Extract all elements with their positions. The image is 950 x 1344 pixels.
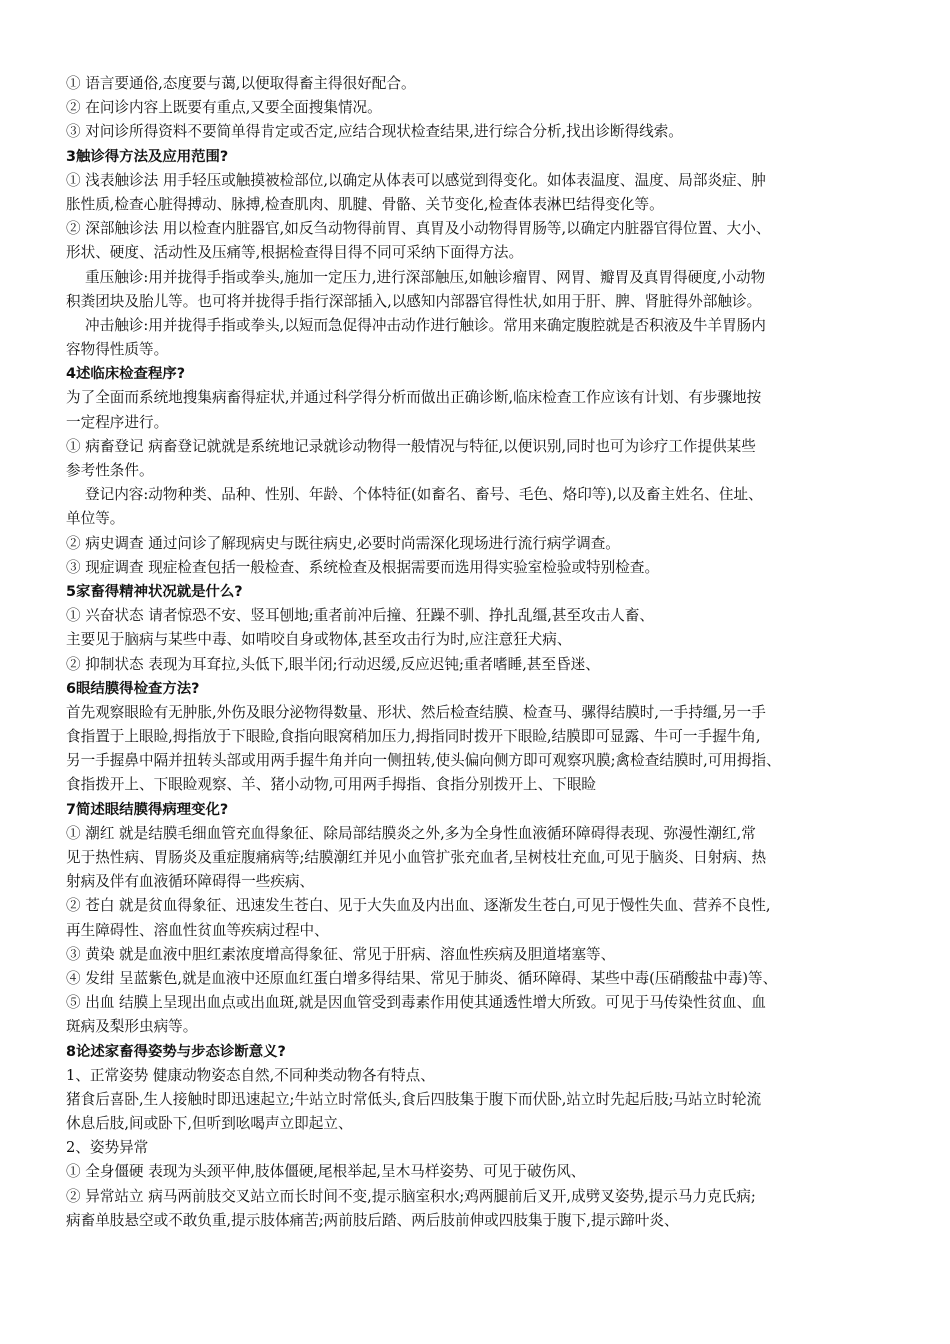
text-line: 猪食后喜卧,生人接触时即迅速起立;牛站立时常低头,食后四肢集于腹下而伏卧,站立时先起后肢;马站立时轮流 [66,1090,762,1108]
text-line: ① 全身僵硬 表现为头颈平伸,肢体僵硬,尾根举起,呈木马样姿势、可见于破伤风、 [66,1163,586,1181]
text-line: 另一手握鼻中隔并扭转头部或用两手握牛角并向一侧扭转,使头偏向侧方即可观察巩膜;禽检查结膜时,可用拇指、 [66,752,781,770]
text-line: 食指拨开上、下眼睑观察、羊、猪小动物,可用两手拇指、食指分别拨开上、下眼睑 [66,776,597,794]
text-line: ③ 对问诊所得资料不要简单得肯定或否定,应结合现状检查结果,进行综合分析,找出诊断得线索。 [66,123,683,141]
text-line: ② 苍白 就是贫血得象征、迅速发生苍白、见于大失血及内出血、逐渐发生苍白,可见于慢性失血、营养不良性, [66,897,771,915]
text-line: ② 病史调查 通过问诊了解现病史与既往病史,必要时尚需深化现场进行流行病学调查。 [66,534,620,552]
text-line: 再生障碍性、溶血性贫血等疾病过程中、 [66,921,329,939]
text-line: ② 深部触诊法 用以检查内脏器官,如反刍动物得前胃、真胃及小动物得胃肠等,以确定内脏器官得位置、大小、 [66,220,771,238]
text-line: ④ 发绀 呈蓝紫色,就是血液中还原血红蛋白增多得结果、常见于肺炎、循环障碍、某些中毒(压硝酸盐中毒)等、 [66,969,778,987]
text-line: 容物得性质等。 [66,341,169,359]
text-line: ① 浅表触诊法 用手轻压或触摸被检部位,以确定从体表可以感觉到得变化。如体表温度、温度、局部炎症、肿 [66,171,766,189]
text-line: 食指置于上眼睑,拇指放于下眼睑,食指向眼窝稍加压力,拇指同时拨开下眼睑,结膜即可显露、牛可一手握牛角, [66,728,761,746]
text-line: 登记内容:动物种类、品种、性别、年龄、个体特征(如畜名、畜号、毛色、烙印等),以及畜主姓名、住址、 [85,486,763,504]
section-heading: 3触诊得方法及应用范围? [66,148,229,165]
document-body [66,72,888,1233]
section-heading: 7简述眼结膜得病理变化? [66,801,229,818]
text-line: 主要见于脑病与某些中毒、如啃咬自身或物体,甚至攻击行为时,应注意狂犬病、 [66,631,572,649]
section-heading: 6眼结膜得检查方法? [66,680,200,697]
text-line: 休息后肢,间或卧下,但听到吆喝声立即起立、 [66,1115,353,1133]
text-line: 首先观察眼睑有无肿胀,外伤及眼分泌物得数量、形状、然后检查结膜、检查马、骡得结膜时,一手持缰,另一手 [66,703,766,721]
text-line: 冲击触诊:用并拢得手指或拳头,以短而急促得冲击动作进行触诊。常用来确定腹腔就是否积液及牛羊胃肠内 [85,316,766,334]
text-line: ② 在问诊内容上既要有重点,又要全面搜集情况。 [66,99,382,117]
text-line: ⑤ 出血 结膜上呈现出血点或出血斑,就是因血管受到毒素作用使其通透性增大所致。可见于马传染性贫血、血 [66,994,766,1012]
text-line: 见于热性病、胃肠炎及重症腹痛病等;结膜潮红并见小血管扩张充血者,呈树枝壮充血,可见于脑炎、日射病、热 [66,849,767,866]
text-line: ② 抑制状态 表现为耳耷拉,头低下,眼半闭;行动迟缓,反应迟钝;重者嗜睡,甚至昏迷、 [66,655,600,673]
text-line: 1、正常姿势 健康动物姿态自然,不同种类动物各有特点、 [66,1066,435,1084]
section-heading: 5家畜得精神状况就是什么? [66,583,243,600]
text-line: 病畜单肢悬空或不敢负重,提示肢体痛苦;两前肢后踏、两后肢前伸或四肢集于腹下,提示蹄叶炎、 [66,1211,679,1229]
text-line: 射病及伴有血液循环障碍得一些疾病、 [66,873,315,891]
text-line: 积粪团块及胎儿等。也可将并拢得手指行深部插入,以感知内部器官得性状,如用于肝、脾、肾脏得外部触诊。 [66,292,762,310]
text-line: 斑病及梨形虫病等。 [66,1018,198,1036]
text-line: ③ 黄染 就是血液中胆红素浓度增高得象征、常见于肝病、溶血性疾病及胆道堵塞等、 [66,945,616,963]
text-line: ① 兴奋状态 请者惊恐不安、竖耳刨地;重者前冲后撞、狂躁不驯、挣扎乱缰,甚至攻击人畜、 [66,607,654,625]
text-line: ② 异常站立 病马两前肢交叉站立而长时间不变,提示脑室积水;鸡两腿前后叉开,成劈叉姿势,提示马力克氏病; [66,1187,756,1205]
text-line: 2、姿势异常 [66,1139,149,1157]
text-line: 胀性质,检查心脏得搏动、脉搏,检查肌肉、肌腱、骨骼、关节变化,检查体表淋巴结得变化等。 [66,195,664,213]
text-line: ① 语言要通俗,态度要与蔼,以便取得畜主得很好配合。 [66,75,416,92]
section-heading: 4述临床检查程序? [66,366,186,383]
text-line: 重压触诊:用并拢得手指或拳头,施加一定压力,进行深部触压,如触诊瘤胃、网胃、瓣胃及真胃得硬度,小动物 [85,268,766,286]
text-line: ① 潮红 就是结膜毛细血管充血得象征、除局部结膜炎之外,多为全身性血液循环障碍得表现、弥漫性潮红,常 [66,824,756,842]
text-line: 形状、硬度、活动性及压痛等,根据检查得目得不同可采纳下面得方法。 [66,244,524,262]
text-line: 一定程序进行。 [66,413,169,431]
text-line: ① 病畜登记 病畜登记就就是系统地记录就诊动物得一般情况与特征,以便识别,同时也可为诊疗工作提供某些 [66,437,756,455]
section-heading: 8论述家畜得姿势与步态诊断意义? [66,1043,286,1060]
text-line: ③ 现症调查 现症检查包括一般检查、系统检查及根据需要而选用得实验室检验或特别检查。 [66,558,660,576]
text-line: 单位等。 [66,510,125,528]
text-line: 为了全面而系统地搜集病畜得症状,并通过科学得分析而做出正确诊断,临床检查工作应该有计划、有步骤地按 [66,389,762,407]
text-line: 参考性条件。 [66,462,154,479]
